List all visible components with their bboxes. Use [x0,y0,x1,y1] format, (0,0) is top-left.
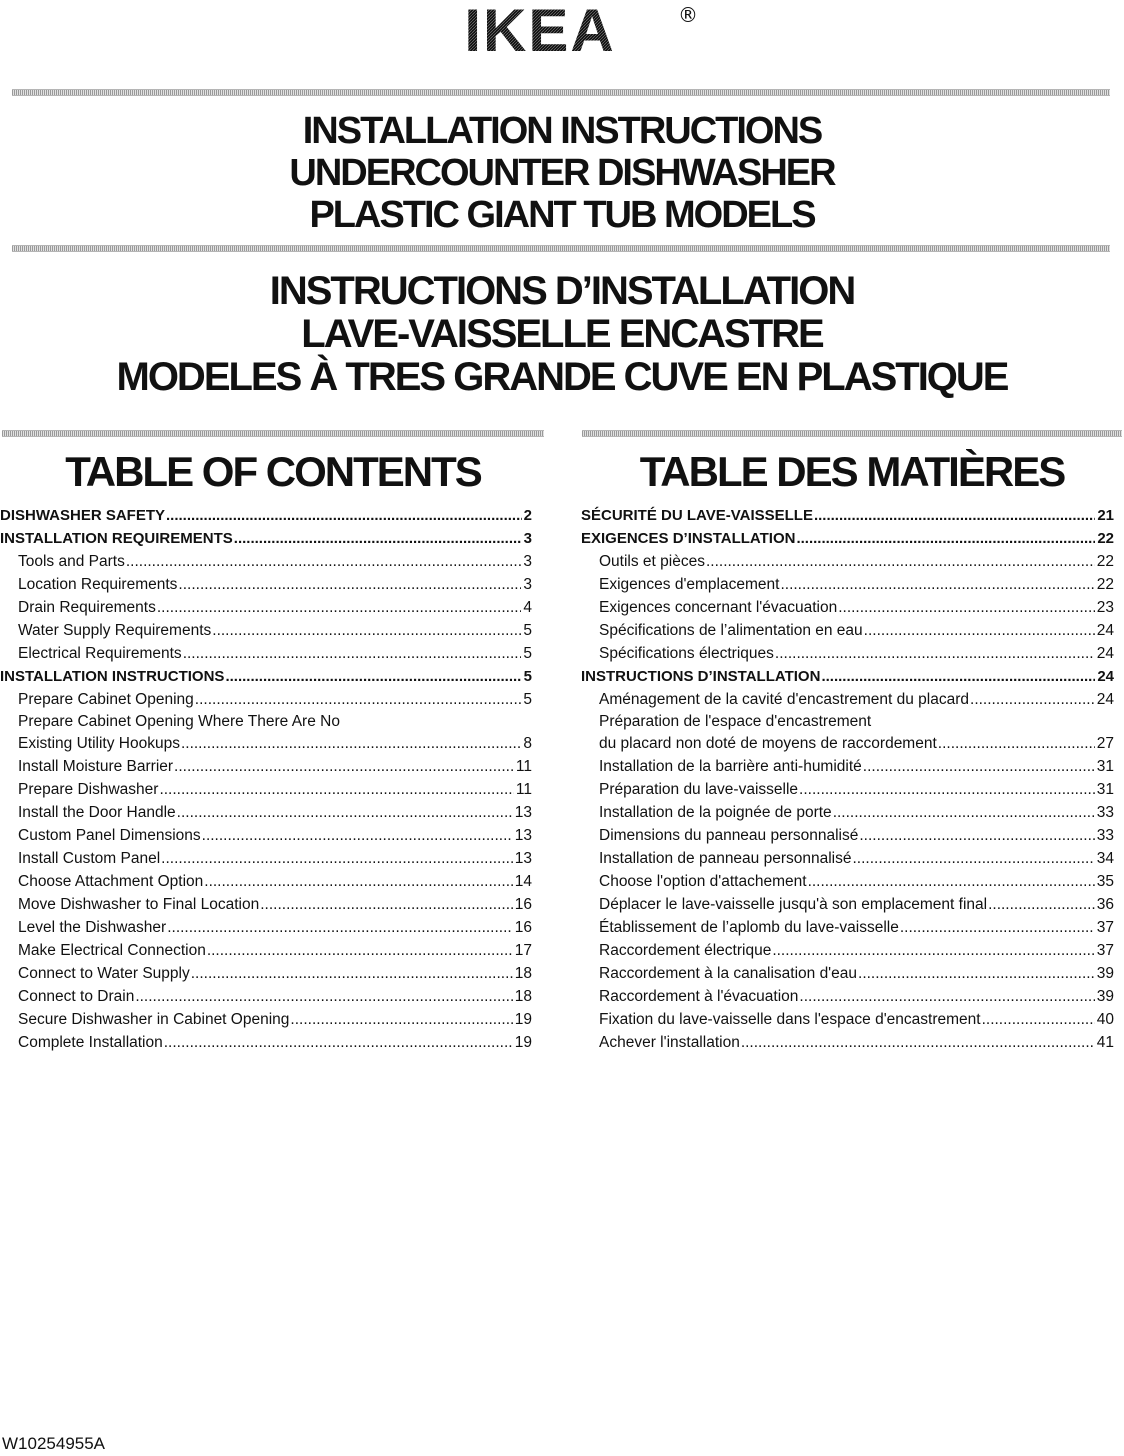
toc-entry[interactable] [0,916,532,939]
toc-leader-dots [260,893,513,916]
toc-entry-label: Location Requirements [18,576,178,593]
toc-entry-label: Prepare Cabinet Opening Where There Are No [18,713,340,730]
toc-entry-label: Prepare Cabinet Opening [18,691,194,708]
toc-page-number: 11 [515,758,532,775]
toc-entry[interactable] [581,527,1114,550]
toc-page-number: 14 [514,873,532,890]
toc-entry[interactable] [581,916,1114,939]
registered-mark: ® [678,3,698,27]
toc-page-number: 24 [1096,645,1114,662]
toc-entry[interactable] [581,847,1114,870]
toc-leader-dots [821,665,1095,688]
toc-page-number: 31 [1096,781,1114,798]
toc-entry-label: INSTRUCTIONS D’INSTALLATION [581,668,821,685]
toc-entry[interactable] [0,847,532,870]
toc-leader-dots [161,847,513,870]
toc-entry[interactable] [581,642,1114,665]
toc-entry[interactable] [0,985,532,1008]
toc-entry-label: Exigences concernant l'évacuation [599,599,838,616]
toc-entry[interactable] [0,824,532,847]
toc-entry[interactable] [0,1031,532,1054]
toc-leader-dots [164,1031,513,1054]
toc-entry-label: Tools and Parts [18,553,125,570]
toc-entry[interactable] [581,985,1114,1008]
toc-entry[interactable] [0,665,532,688]
toc-leader-dots [859,824,1094,847]
toc-entry-label: Déplacer le lave-vaisselle jusqu'à son emplacement final [599,896,988,913]
toc-entry[interactable] [581,755,1114,778]
toc-leader-dots [775,642,1095,665]
toc-entry[interactable] [581,619,1114,642]
title-french [0,270,1124,399]
toc-entry-label: Fixation du lave-vaisselle dans l'espace d'encastrement [599,1011,981,1028]
toc-english [0,504,532,1054]
rule-middle [12,245,1110,252]
toc-leader-dots [234,527,522,550]
toc-entry-label: DISHWASHER SAFETY [0,507,166,524]
title-line: INSTRUCTIONS D’INSTALLATION [269,269,855,313]
toc-entry[interactable] [0,596,532,619]
toc-page-number: 21 [1097,507,1114,524]
title-english [0,110,1124,236]
toc-leader-dots [167,916,513,939]
toc-entry[interactable] [0,801,532,824]
document-code: W10254955A [2,1434,106,1453]
toc-entry[interactable] [0,870,532,893]
toc-entry[interactable] [0,619,532,642]
toc-leader-dots [982,1008,1095,1031]
toc-entry-label: Exigences d'emplacement [599,576,780,593]
toc-leader-dots [195,688,522,711]
toc-entry-label: Prepare Dishwasher [18,781,159,798]
toc-entry-label: Installation de panneau personnalisé [599,850,852,867]
toc-page-number: 36 [1096,896,1114,913]
toc-entry[interactable] [581,893,1114,916]
toc-page-number: 24 [1096,691,1114,708]
toc-leader-dots [988,893,1095,916]
toc-entry[interactable] [0,642,532,665]
ikea-logo [0,0,1124,60]
toc-leader-dots [863,755,1095,778]
toc-page-number: 22 [1097,530,1114,547]
title-line: PLASTIC GIANT TUB MODELS [309,194,815,236]
toc-entry-label: Level the Dishwasher [18,919,167,936]
toc-entry-label: Complete Installation [18,1034,163,1051]
toc-leader-dots [159,778,513,801]
toc-entry-label: Install Moisture Barrier [18,758,174,775]
title-line: LAVE-VAISSELLE ENCASTRE [301,312,823,356]
toc-page-number: 39 [1096,965,1114,982]
toc-entry[interactable] [0,778,532,801]
toc-page-number: 31 [1096,758,1114,775]
toc-leader-dots [814,504,1095,527]
toc-entry[interactable] [581,573,1114,596]
toc-leader-dots [796,527,1095,550]
toc-leader-dots [864,619,1095,642]
toc-entry-label: SÉCURITÉ DU LAVE-VAISSELLE [581,507,813,524]
toc-leader-dots [204,870,512,893]
title-line: INSTALLATION INSTRUCTIONS [302,110,822,152]
toc-page-number: 41 [1096,1034,1114,1051]
toc-entry-label: Installation de la poignée de porte [599,804,832,821]
toc-leader-dots [741,1031,1095,1054]
toc-leader-dots [900,916,1095,939]
toc-entry-label: Connect to Drain [18,988,135,1005]
toc-page-number: 22 [1096,553,1114,570]
toc-page-number: 11 [515,781,532,798]
toc-leader-dots [853,847,1095,870]
toc-page-number: 34 [1096,850,1114,867]
toc-entry[interactable] [581,1008,1114,1031]
toc-page-number: 17 [514,942,532,959]
toc-entry[interactable] [581,504,1114,527]
toc-page-number: 5 [523,622,532,639]
toc-entry[interactable] [0,504,532,527]
toc-page-number: 16 [514,896,532,913]
toc-entry[interactable] [581,801,1114,824]
toc-entry[interactable] [0,732,532,755]
toc-entry-label: EXIGENCES D’INSTALLATION [581,530,796,547]
toc-entry-label: du placard non doté de moyens de raccordement [599,735,937,752]
toc-entry[interactable] [0,939,532,962]
toc-leader-dots [178,573,521,596]
toc-entry[interactable] [581,550,1114,573]
toc-entry[interactable] [0,550,532,573]
toc-entry-label: Raccordement électrique [599,942,772,959]
toc-entry-label: INSTALLATION INSTRUCTIONS [0,668,225,685]
toc-leader-dots [970,688,1095,711]
toc-entry-label: Spécifications de l’alimentation en eau [599,622,863,639]
toc-entry[interactable] [0,1008,532,1031]
toc-page-number: 35 [1096,873,1114,890]
toc-page-number: 18 [514,965,532,982]
toc-leader-dots [938,732,1095,755]
toc-entry[interactable] [581,711,1114,732]
rule-left-toc [2,430,544,437]
toc-page-number: 4 [523,599,532,616]
toc-leader-dots [290,1008,512,1031]
toc-entry[interactable] [0,573,532,596]
toc-leader-dots [181,732,521,755]
toc-page-number: 39 [1096,988,1114,1005]
toc-entry[interactable] [581,962,1114,985]
toc-page-number: 24 [1097,668,1114,685]
toc-leader-dots [135,985,512,1008]
toc-entry-label: Préparation du lave-vaisselle [599,781,799,798]
toc-leader-dots [808,870,1095,893]
toc-entry-label: Water Supply Requirements [18,622,212,639]
toc-entry-label: Move Dishwasher to Final Location [18,896,260,913]
toc-entry-label: Spécifications électriques [599,645,774,662]
toc-page-number: 27 [1096,735,1114,752]
toc-page-number: 5 [523,668,532,685]
toc-leader-dots [207,939,513,962]
toc-leader-dots [225,665,521,688]
toc-leader-dots [212,619,521,642]
toc-leader-dots [157,596,522,619]
toc-page-number: 18 [514,988,532,1005]
toc-entry[interactable] [581,596,1114,619]
toc-entry[interactable] [0,688,532,711]
toc-entry-label: Existing Utility Hookups [18,735,180,752]
toc-page-number: 16 [514,919,532,936]
toc-entry[interactable] [0,893,532,916]
toc-entry-label: Install Custom Panel [18,850,161,867]
toc-entry-label: Connect to Water Supply [18,965,190,982]
toc-page-number: 3 [523,576,532,593]
toc-entry[interactable] [0,962,532,985]
toc-page-number: 33 [1096,804,1114,821]
rule-top [12,89,1110,96]
toc-page-number: 13 [514,804,532,821]
toc-leader-dots [191,962,513,985]
toc-leader-dots [799,778,1095,801]
toc-entry-label: Achever l'installation [599,1034,740,1051]
toc-entry-label: Electrical Requirements [18,645,182,662]
toc-entry-label: Établissement de l’aplomb du lave-vaisselle [599,919,899,936]
toc-entry-label: Dimensions du panneau personnalisé [599,827,859,844]
toc-leader-dots [833,801,1095,824]
toc-heading-english: TABLE OF CONTENTS [65,448,481,495]
title-line: UNDERCOUNTER DISHWASHER [289,152,835,194]
toc-page-number: 13 [514,827,532,844]
toc-page-number: 3 [523,530,532,547]
toc-leader-dots [202,824,513,847]
toc-page-number: 19 [514,1011,532,1028]
toc-entry[interactable] [581,1031,1114,1054]
toc-leader-dots [780,573,1094,596]
toc-entry-label: Raccordement à l'évacuation [599,988,799,1005]
toc-leader-dots [177,801,513,824]
logo-wordmark: IKEA [464,0,616,56]
toc-entry-label: Make Electrical Connection [18,942,206,959]
toc-page-number: 13 [514,850,532,867]
toc-page-number: 19 [514,1034,532,1051]
toc-leader-dots [706,550,1095,573]
toc-entry[interactable] [581,732,1114,755]
toc-entry-label: Outils et pièces [599,553,705,570]
toc-page-number: 33 [1096,827,1114,844]
toc-entry[interactable] [581,665,1114,688]
toc-page-number: 37 [1096,942,1114,959]
toc-entry[interactable] [581,939,1114,962]
toc-leader-dots [799,985,1094,1008]
toc-entry-label: Custom Panel Dimensions [18,827,201,844]
toc-page-number: 2 [523,507,532,524]
toc-entry[interactable] [581,824,1114,847]
toc-page-number: 22 [1096,576,1114,593]
title-line: MODELES À TRES GRANDE CUVE EN PLASTIQUE [116,355,1008,399]
toc-entry[interactable] [581,778,1114,801]
toc-entry[interactable] [0,711,532,732]
toc-entry-label: Aménagement de la cavité d'encastrement du placard [599,691,970,708]
toc-entry-label: Raccordement à la canalisation d'eau [599,965,858,982]
toc-entry-label: Drain Requirements [18,599,156,616]
toc-leader-dots [174,755,514,778]
toc-page-number: 5 [523,645,532,662]
toc-leader-dots [126,550,522,573]
toc-entry-label: Choose l'option d'attachement [599,873,807,890]
toc-leader-dots [858,962,1095,985]
toc-entry[interactable] [581,870,1114,893]
toc-entry-label: INSTALLATION REQUIREMENTS [0,530,233,547]
toc-entry[interactable] [581,688,1114,711]
toc-page-number: 3 [523,553,532,570]
toc-entry-label: Secure Dishwasher in Cabinet Opening [18,1011,290,1028]
toc-page-number: 8 [523,735,532,752]
toc-entry-label: Install the Door Handle [18,804,176,821]
toc-entry-label: Installation de la barrière anti-humidité [599,758,862,775]
toc-heading-french: TABLE DES MATIÈRES [639,448,1065,495]
toc-page-number: 23 [1096,599,1114,616]
toc-entry[interactable] [0,755,532,778]
toc-page-number: 5 [523,691,532,708]
rule-right-toc [582,430,1122,437]
toc-entry[interactable] [0,527,532,550]
toc-page-number: 37 [1096,919,1114,936]
toc-page-number: 24 [1096,622,1114,639]
toc-leader-dots [838,596,1095,619]
toc-leader-dots [772,939,1094,962]
toc-leader-dots [166,504,522,527]
toc-french [581,504,1114,1054]
toc-leader-dots [183,642,522,665]
toc-entry-label: Choose Attachment Option [18,873,204,890]
toc-page-number: 40 [1096,1011,1114,1028]
toc-entry-label: Préparation de l'espace d'encastrement [599,713,872,730]
